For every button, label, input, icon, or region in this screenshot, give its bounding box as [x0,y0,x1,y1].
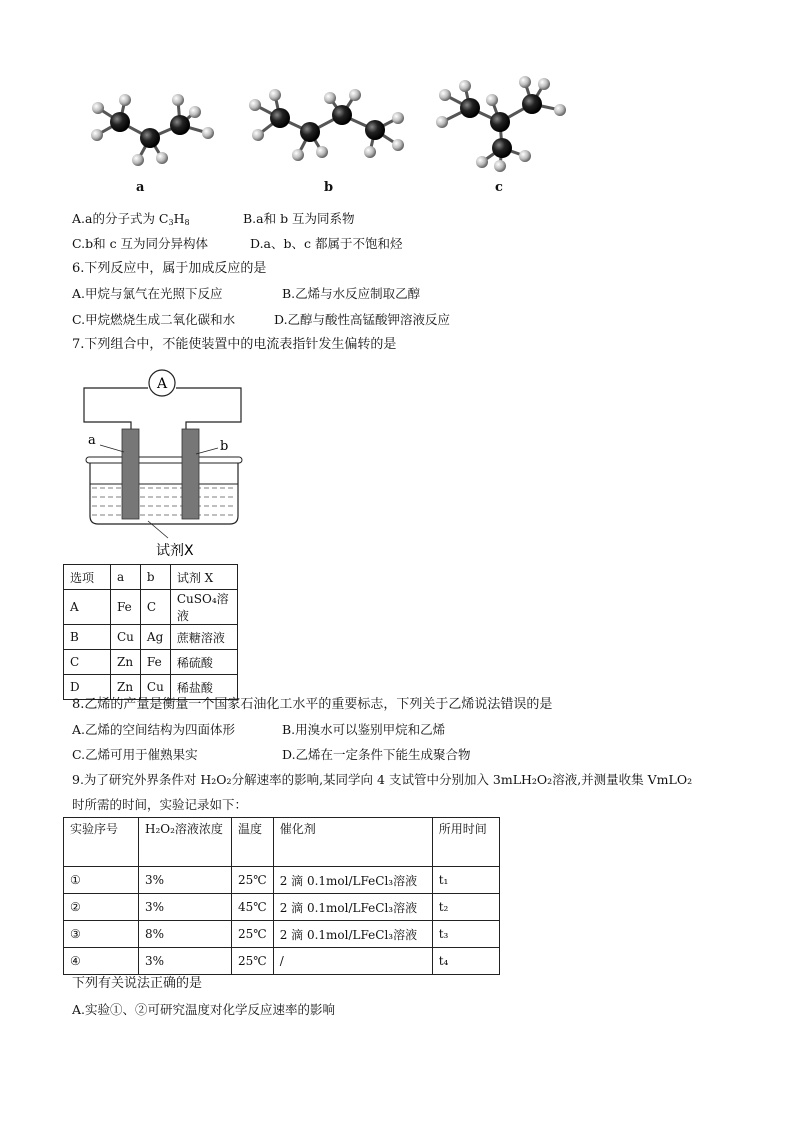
table-cell: B [64,625,111,650]
molecule-models [70,70,600,180]
svg-text:b: b [220,439,229,454]
header-cell: b [140,565,170,590]
header-cell: 试剂 X [170,565,237,590]
table-cell: ③ [64,921,139,948]
table-cell: 3% [139,894,232,921]
table-cell: Ag [140,625,170,650]
table-row [64,625,238,650]
q6-option-a: A.甲烷与氯气在光照下反应 [72,286,223,301]
q6-stem: 6.下列反应中，属于加成反应的是 [72,261,267,276]
q9-prompt: 下列有关说法正确的是 [72,976,203,991]
molecule-c-atoms [436,76,566,172]
q7-stem: 7.下列组合中，不能使装置中的电流表指针发生偏转的是 [72,337,397,352]
electrode-a [122,429,139,519]
q5-option-b: B.a和 b 互为同系物 [243,211,355,226]
header-cell: a [111,565,141,590]
table-header-row [64,565,238,590]
table-cell: C [64,650,111,675]
table-cell: 蔗糖溶液 [170,625,237,650]
svg-text:试剂X: 试剂X [156,543,194,559]
table-row [64,590,238,625]
q5-option-c: C.b和 c 互为同分异构体 [72,236,209,251]
header-cell: H₂O₂溶液浓度 [139,818,232,867]
table-row [64,650,238,675]
table-cell: Zn [111,675,141,700]
table-cell: ① [64,867,139,894]
table-cell: 3% [139,867,232,894]
table-cell: 8% [139,921,232,948]
table-cell: D [64,675,111,700]
molecule-label-c: c [495,180,503,195]
table-cell: 稀盐酸 [170,675,237,700]
table-cell: Fe [140,650,170,675]
q8-option-a: A.乙烯的空间结构为四面体形 [72,722,236,737]
q8-option-d: D.乙烯在一定条件下能生成聚合物 [282,747,471,762]
table-cell: 稀硫酸 [170,650,237,675]
table-row [64,675,238,700]
table-row [64,948,500,975]
molecule-label-b: b [324,180,334,195]
table-cell: 2 滴 0.1mol/LFeCl₃溶液 [273,894,432,921]
table-cell: 3% [139,948,232,975]
table-cell: C [140,590,170,625]
header-cell: 选项 [64,565,111,590]
table-cell: t₄ [432,948,499,975]
galvanic-cell-diagram [76,366,256,566]
table-cell: t₂ [432,894,499,921]
q8-option-c: C.乙烯可用于催熟果实 [72,747,198,762]
table-cell: A [64,590,111,625]
header-cell: 温度 [232,818,274,867]
table-cell: CuSO₄溶液 [170,590,237,625]
table-cell: Cu [111,625,141,650]
table-cell: Fe [111,590,141,625]
table-cell: 2 滴 0.1mol/LFeCl₃溶液 [273,921,432,948]
table-cell: Cu [140,675,170,700]
table-row [64,894,500,921]
table-cell: ② [64,894,139,921]
svg-text:a: a [88,433,96,448]
q9-option-a: A.实验①、②可研究温度对化学反应速率的影响 [72,1002,336,1017]
q9-stem-line1: 9.为了研究外界条件对 H₂O₂分解速率的影响,某同学向 4 支试管中分别加入 3mLH₂O₂溶液,并测量收集 VmLO₂ [72,772,693,787]
table-cell: t₃ [432,921,499,948]
header-cell: 催化剂 [273,818,432,867]
header-cell: 所用时间 [432,818,499,867]
table-cell: / [273,948,432,975]
table-cell: 25℃ [232,948,274,975]
table-cell: ④ [64,948,139,975]
table-row [64,867,500,894]
q6-option-b: B.乙烯与水反应制取乙醇 [282,286,421,301]
header-cell: 实验序号 [64,818,139,867]
table-cell: 2 滴 0.1mol/LFeCl₃溶液 [273,867,432,894]
q8-stem: 8.乙烯的产量是衡量一个国家石油化工水平的重要标志，下列关于乙烯说法错误的是 [72,697,553,712]
q9-experiment-table [63,817,500,975]
table-cell: 25℃ [232,867,274,894]
electrode-b [182,429,199,519]
q5-option-a: A.a的分子式为 $C_3H_8$ [72,211,190,227]
molecule-label-a: a [136,180,145,195]
table-row [64,921,500,948]
q6-option-d: D.乙醇与酸性高锰酸钾溶液反应 [274,312,451,327]
q9-stem-line2: 时所需的时间，实验记录如下： [72,797,248,812]
svg-text:A: A [156,376,168,392]
q7-options-table [63,564,238,700]
table-cell: 25℃ [232,921,274,948]
table-cell: t₁ [432,867,499,894]
q5-option-d: D.a、b、c 都属于不饱和烃 [250,236,403,251]
table-header-row [64,818,500,867]
q6-option-c: C.甲烷燃烧生成二氧化碳和水 [72,312,236,327]
table-cell: Zn [111,650,141,675]
q8-option-b: B.用溴水可以鉴别甲烷和乙烯 [282,722,446,737]
table-cell: 45℃ [232,894,274,921]
